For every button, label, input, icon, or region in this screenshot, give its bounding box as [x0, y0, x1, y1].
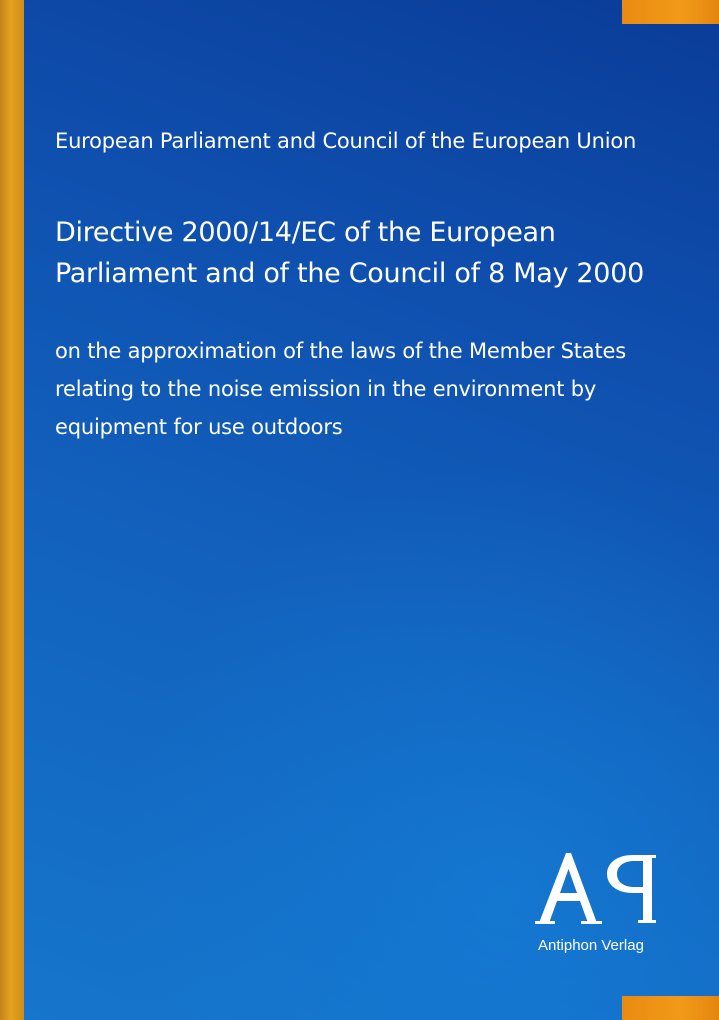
- book-subtitle: on the approximation of the laws of the Member States relating to the noise emission in the environment by equipment for use outdoors: [55, 339, 626, 439]
- left-gold-bar: [0, 0, 24, 1020]
- antiphon-ap-logo-icon: [535, 845, 660, 930]
- publisher-name: Antiphon Verlag: [538, 937, 644, 954]
- top-orange-accent: [622, 0, 719, 24]
- author-line: European Parliament and Council of the European Union: [55, 129, 637, 153]
- bottom-orange-accent: [622, 996, 719, 1020]
- book-title: Directive 2000/14/EC of the European Parliament and of the Council of 8 May 2000: [55, 217, 644, 289]
